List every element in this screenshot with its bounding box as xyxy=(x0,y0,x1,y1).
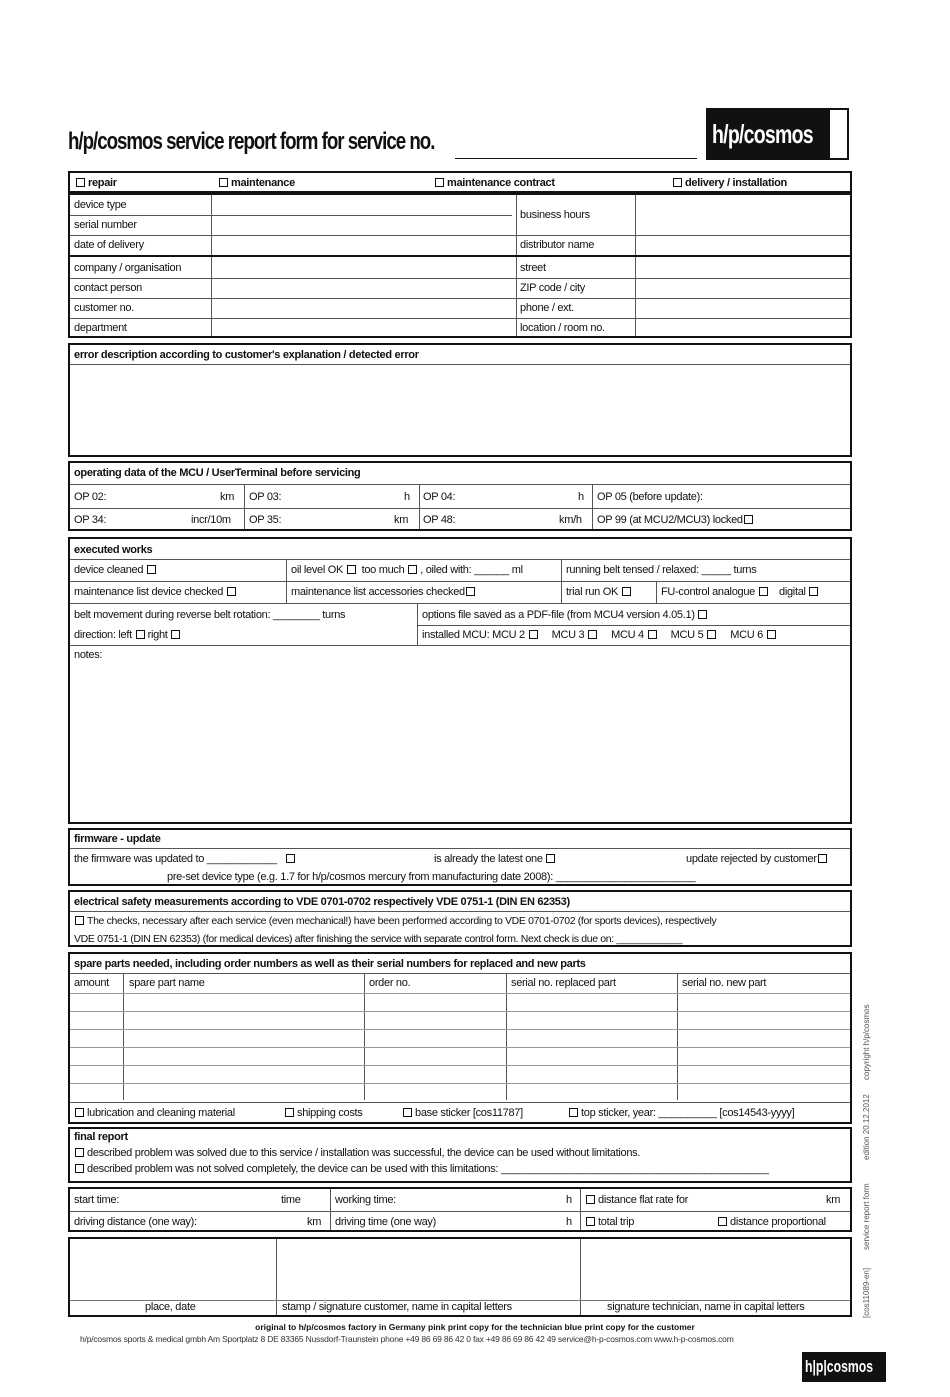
copies-note: original to h/p/cosmos factory in Germany pink print copy for the technician blue print copy for the customer xyxy=(255,1322,695,1332)
operating-heading: operating data of the MCU / UserTerminal before servicing xyxy=(74,467,361,479)
firmware-section xyxy=(68,828,852,886)
maint-accessories-checkbox[interactable] xyxy=(466,587,475,596)
maint-device-checkbox[interactable] xyxy=(227,587,236,596)
customer-no-label: customer no. xyxy=(74,302,134,314)
form-title: h/p/cosmos service report form for service no. xyxy=(68,128,435,155)
final-heading: final report xyxy=(74,1131,128,1143)
firmware-updated-option[interactable]: the firmware was updated to ____________ xyxy=(74,853,298,865)
maint-device-option[interactable]: maintenance list device checked xyxy=(74,586,239,598)
mcu3-checkbox[interactable] xyxy=(588,630,597,639)
too-much-checkbox[interactable] xyxy=(408,565,417,574)
driving-distance-unit: km xyxy=(307,1216,322,1228)
firmware-rejected-option[interactable]: update rejected by customer xyxy=(686,853,830,865)
shipping-checkbox[interactable] xyxy=(285,1108,294,1117)
driving-time-label: driving time (one way) xyxy=(335,1216,436,1228)
serial-number-label: serial number xyxy=(74,219,137,231)
device-cleaned-option[interactable]: device cleaned xyxy=(74,564,159,576)
distance-proportional-option[interactable]: distance proportional xyxy=(717,1216,826,1228)
final-report-section xyxy=(68,1127,852,1183)
firmware-rejected-checkbox[interactable] xyxy=(818,854,827,863)
base-sticker-option[interactable]: base sticker [cos11787] xyxy=(402,1107,523,1119)
op34-label: OP 34: xyxy=(74,514,107,526)
trial-run-option[interactable]: trial run OK xyxy=(566,586,634,598)
oil-level-checkbox[interactable] xyxy=(347,565,356,574)
lubrication-checkbox[interactable] xyxy=(75,1108,84,1117)
op34-unit: incr/10m xyxy=(191,514,231,526)
fu-digital-checkbox[interactable] xyxy=(809,587,818,596)
options-file-checkbox[interactable] xyxy=(698,610,707,619)
top-sticker-checkbox[interactable] xyxy=(569,1108,578,1117)
working-time-label: working time: xyxy=(335,1194,396,1206)
belt-movement-label: belt movement during reverse belt rotation: ________ turns xyxy=(74,609,346,621)
executed-works-section xyxy=(68,537,852,824)
options-file-option[interactable]: options file saved as a PDF-file (from MCU4 version 4.05.1) xyxy=(422,609,710,621)
service-number-field[interactable] xyxy=(455,158,697,159)
mcu4-checkbox[interactable] xyxy=(648,630,657,639)
preset-device-label: pre-set device type (e.g. 1.7 for h/p/cosmos mercury from manufacturing date 2008): ________________________ xyxy=(167,871,696,883)
department-label: department xyxy=(74,322,127,334)
firmware-updated-checkbox[interactable] xyxy=(286,854,295,863)
notes-label: notes: xyxy=(74,649,103,661)
op99-option[interactable]: OP 99 (at MCU2/MCU3) locked xyxy=(597,514,756,526)
location-label: location / room no. xyxy=(520,322,605,334)
time-section xyxy=(68,1187,852,1232)
driving-distance-label: driving distance (one way): xyxy=(74,1216,197,1228)
place-date-label: place, date xyxy=(145,1301,196,1313)
fu-analogue-checkbox[interactable] xyxy=(759,587,768,596)
firmware-latest-option[interactable]: is already the latest one xyxy=(434,853,558,865)
repair-checkbox[interactable] xyxy=(76,178,85,187)
start-time-label: start time: xyxy=(74,1194,119,1206)
shipping-option[interactable]: shipping costs xyxy=(284,1107,363,1119)
time-unit: time xyxy=(281,1194,301,1206)
maint-accessories-option[interactable]: maintenance list accessories checked xyxy=(291,586,478,598)
table-row[interactable] xyxy=(70,993,850,994)
not-solved-checkbox[interactable] xyxy=(75,1164,84,1173)
not-solved-option[interactable]: described problem was not solved completely, the device can be used with this limitations: ______________________________________________ xyxy=(74,1163,769,1175)
maintenance-contract-checkbox[interactable] xyxy=(435,178,444,187)
mcu2-checkbox[interactable] xyxy=(529,630,538,639)
electrical-check-checkbox[interactable] xyxy=(75,916,84,925)
total-trip-checkbox[interactable] xyxy=(586,1217,595,1226)
firmware-latest-checkbox[interactable] xyxy=(546,854,555,863)
solved-option[interactable]: described problem was solved due to this service / installation was successful, the device can be used without limitations. xyxy=(74,1147,640,1159)
top-sticker-option[interactable]: top sticker, year: __________ [cos14543-yyyy] xyxy=(568,1107,794,1119)
device-type-label: device type xyxy=(74,199,127,211)
side-info xyxy=(862,1000,882,1318)
phone-label: phone / ext. xyxy=(520,302,574,314)
form-code-text: [cos11089-en] xyxy=(862,1267,871,1318)
distance-flat-checkbox[interactable] xyxy=(586,1195,595,1204)
op48-unit: km/h xyxy=(559,514,582,526)
fu-control-option[interactable]: FU-control analogue digital xyxy=(661,586,821,598)
table-row[interactable] xyxy=(70,1083,850,1084)
electrical-safety-section xyxy=(68,890,852,947)
op02-label: OP 02: xyxy=(74,491,107,503)
electrical-check-option[interactable]: The checks, necessary after each service (even mechanical!) have been performed according to VDE 0701-0702 (for sports devices), respectively xyxy=(74,915,716,927)
solved-checkbox[interactable] xyxy=(75,1148,84,1157)
firmware-heading: firmware - update xyxy=(74,833,161,845)
mcu6-checkbox[interactable] xyxy=(767,630,776,639)
company-address: h/p/cosmos sports & medical gmbh Am Sportplatz 8 DE 83365 Nussdorf-Traunstein phone +49 86 69 86 42 0 fax +49 86 69 86 42 49 service@h-p-cosmos.com www.h-p-cosmos.com xyxy=(80,1334,734,1344)
copyright-text: copyright h/p/cosmos xyxy=(862,1004,871,1080)
date-of-delivery-label: date of delivery xyxy=(74,239,144,251)
trial-run-checkbox[interactable] xyxy=(622,587,631,596)
delivery-checkbox[interactable] xyxy=(673,178,682,187)
technician-signature-label: signature technician, name in capital letters xyxy=(607,1301,805,1313)
spare-heading: spare parts needed, including order numbers as well as their serial numbers for replaced and new parts xyxy=(74,958,586,970)
op04-unit: h xyxy=(578,491,584,503)
column-header: serial no. replaced part xyxy=(511,977,616,989)
maintenance-checkbox[interactable] xyxy=(219,178,228,187)
column-header: serial no. new part xyxy=(682,977,767,989)
edition-text: edition 20.12.2012 xyxy=(862,1094,871,1160)
device-cleaned-checkbox[interactable] xyxy=(147,565,156,574)
device-customer-section xyxy=(68,193,852,338)
executed-heading: executed works xyxy=(74,544,153,556)
driving-time-unit: h xyxy=(566,1216,572,1228)
column-header: order no. xyxy=(369,977,411,989)
direction-right-checkbox[interactable] xyxy=(171,630,180,639)
column-header: spare part name xyxy=(129,977,205,989)
column-header: amount xyxy=(74,977,109,989)
contact-person-label: contact person xyxy=(74,282,142,294)
lubrication-option[interactable]: lubrication and cleaning material xyxy=(74,1107,235,1119)
stamp-signature-label: stamp / signature customer, name in capital letters xyxy=(282,1301,512,1313)
distance-proportional-checkbox[interactable] xyxy=(718,1217,727,1226)
direction-option[interactable]: direction: left right xyxy=(74,629,183,641)
distributor-name-label: distributor name xyxy=(520,239,595,251)
table-row[interactable] xyxy=(70,1047,850,1048)
mcu5-checkbox[interactable] xyxy=(707,630,716,639)
maintenance-option[interactable]: maintenance xyxy=(218,177,295,189)
spare-parts-section xyxy=(68,952,852,1124)
base-sticker-checkbox[interactable] xyxy=(403,1108,412,1117)
op05-label: OP 05 (before update): xyxy=(597,491,703,503)
table-row[interactable] xyxy=(70,1011,850,1012)
company-label: company / organisation xyxy=(74,262,182,274)
error-description-section xyxy=(68,343,852,457)
service-type-section xyxy=(68,171,852,193)
oil-level-option[interactable]: oil level OK too much , oiled with: ______ ml xyxy=(291,564,523,576)
op03-label: OP 03: xyxy=(249,491,282,503)
business-hours-label: business hours xyxy=(520,209,590,221)
signature-section xyxy=(68,1237,852,1317)
op03-unit: h xyxy=(404,491,410,503)
op99-checkbox[interactable] xyxy=(744,515,753,524)
footer-logo: h|p|cosmos xyxy=(802,1352,886,1382)
direction-left-checkbox[interactable] xyxy=(136,630,145,639)
operating-data-section xyxy=(68,461,852,531)
op35-unit: km xyxy=(394,514,409,526)
repair-option[interactable]: repair xyxy=(75,177,117,189)
error-heading: error description according to customer's explanation / detected error xyxy=(74,349,419,361)
op48-label: OP 48: xyxy=(423,514,456,526)
street-label: street xyxy=(520,262,546,274)
running-belt-label: running belt tensed / relaxed: _____ turns xyxy=(566,564,757,576)
distance-flat-option[interactable]: distance flat rate for xyxy=(585,1194,688,1206)
working-time-unit: h xyxy=(566,1194,572,1206)
form-name-text: service report form xyxy=(862,1183,871,1250)
distance-flat-unit: km xyxy=(826,1194,841,1206)
op35-label: OP 35: xyxy=(249,514,282,526)
total-trip-option[interactable]: total trip xyxy=(585,1216,634,1228)
company-logo: h/p/cosmos xyxy=(706,108,849,160)
table-row[interactable] xyxy=(70,1029,850,1030)
delivery-option[interactable]: delivery / installation xyxy=(672,177,787,189)
installed-mcu-option[interactable]: installed MCU: MCU 2 MCU 3 MCU 4 MCU 5 MCU 6 xyxy=(422,629,779,641)
electrical-heading: electrical safety measurements according to VDE 0701-0702 respectively VDE 0751-1 (DIN EN 62353) xyxy=(74,896,570,908)
zip-city-label: ZIP code / city xyxy=(520,282,585,294)
op02-unit: km xyxy=(220,491,235,503)
op04-label: OP 04: xyxy=(423,491,456,503)
electrical-line2: VDE 0751-1 (DIN EN 62353) (for medical devices) after finishing the service with separate control form. Next check is due on: ____________ xyxy=(74,933,683,945)
maintenance-contract-option[interactable]: maintenance contract xyxy=(434,177,555,189)
table-row[interactable] xyxy=(70,1065,850,1066)
